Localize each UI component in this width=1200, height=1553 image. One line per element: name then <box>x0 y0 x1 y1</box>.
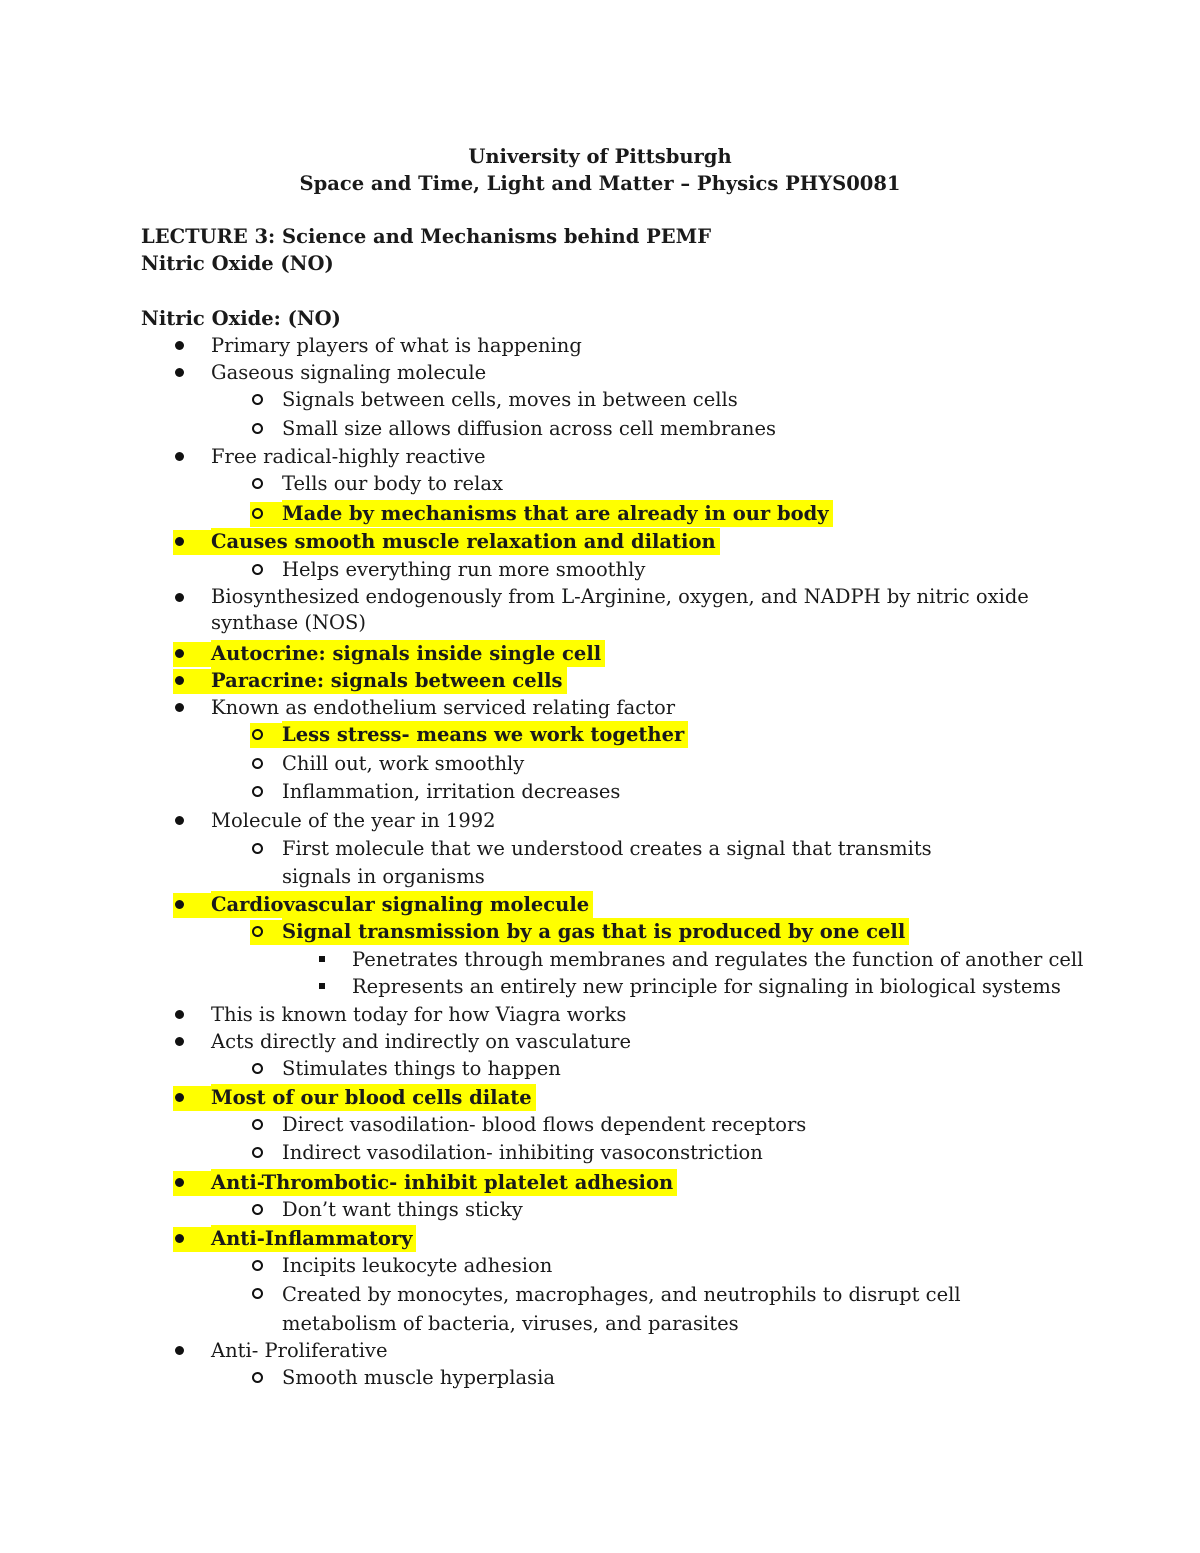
bullet-circle <box>252 843 263 854</box>
bullet-disc <box>175 1178 184 1187</box>
bullet-circle <box>252 1119 263 1130</box>
bullet-circle <box>252 729 263 740</box>
university-name: University of Pittsburgh <box>468 145 732 168</box>
list-item: Created by monocytes, macrophages, and neutrophils to disrupt cell metabolism of bacteria, viruses, and parasites <box>252 1280 1052 1338</box>
bullet-disc <box>175 1234 184 1243</box>
bullet-disc <box>175 676 184 685</box>
bullet-disc <box>175 1346 184 1355</box>
bullet-disc <box>175 900 184 909</box>
bullet-disc <box>175 341 184 350</box>
document-page: University of Pittsburgh Space and Time, Light and Matter – Physics PHYS0081 LECTURE 3: Science and Mechanisms behind PEMF Nitric Oxide (NO) Nitric Oxide: (NO) Primary players of what is happening Gaseous signaling molecule Signals between cells, moves in between cells Small size allows diffusion across cell membranes Free radical-highly reactive Tells our body to relax Made by mechanisms that are already in our body Causes smooth muscle relaxation and dilation Helps everything run more smoothly Biosynthesized endogenously from L-Arginine, oxygen, and NADPH by nitric oxide synthase (NOS) Autocrine: signals inside single cell Paracrine: signals between cells Known as endothelium serviced relating factor Less stress- means we work together Chill out, work smoothly Inflammation, irritation decreases Molecule of the year in 1992 First molecule that we understood creates a signal that transmits signals in organisms Cardiovascular signaling molecule Signal transmission by a gas that is produced by one cell Penetrates through membranes and regulates the function of another cell Represents an entirely new principle for signaling in biological systems This is known today for how Viagra works Acts directly and indirectly on vasculature Stimulates things to happen Most of our blood cells dilate Direct vasodilation- blood flows dependent receptors Indirect vasodilation- inhibiting vasoconstriction Anti-Thrombotic- inhibit platelet adhesion Don’t want things sticky Anti-Inflammatory Incipits leukocyte adhesion Created by monocytes, macrophages, and neutrophils to disrupt cell metabolism of bacteria, viruses, and parasites Anti- Proliferative Smooth muscle hyperplasia <box>0 0 1200 1553</box>
bullet-circle <box>252 926 263 937</box>
bullet-circle <box>252 478 263 489</box>
course-title: Space and Time, Light and Matter – Physics PHYS0081 <box>299 172 901 195</box>
bullet-circle <box>252 1147 263 1158</box>
section-heading: Nitric Oxide: (NO) <box>141 307 341 330</box>
bullet-square <box>319 956 325 962</box>
list-item: First molecule that we understood creates a signal that transmits signals in organisms <box>252 835 1012 891</box>
bullet-disc <box>175 593 184 602</box>
bullet-circle <box>252 564 263 575</box>
lecture-subtitle: Nitric Oxide (NO) <box>141 252 334 275</box>
bullet-circle <box>252 1260 263 1271</box>
bullet-disc <box>175 537 184 546</box>
bullet-circle <box>252 1288 263 1299</box>
bullet-disc <box>175 1093 184 1102</box>
bullet-circle <box>252 1063 263 1074</box>
bullet-disc <box>175 368 184 377</box>
bullet-circle <box>252 423 263 434</box>
bullet-circle <box>252 758 263 769</box>
bullet-disc <box>175 649 184 658</box>
bullet-disc <box>175 452 184 461</box>
bullet-disc <box>175 816 184 825</box>
bullet-circle <box>252 508 263 519</box>
document-header <box>0 143 1200 197</box>
bullet-square <box>319 983 325 989</box>
bullet-disc <box>175 1037 184 1046</box>
bullet-circle <box>252 1372 263 1383</box>
list-item: Biosynthesized endogenously from L-Arginine, oxygen, and NADPH by nitric oxide synthase (NOS) <box>175 584 1055 638</box>
bullet-disc <box>175 703 184 712</box>
lecture-title: LECTURE 3: Science and Mechanisms behind PEMF <box>141 225 712 248</box>
bullet-circle <box>252 1204 263 1215</box>
bullet-disc <box>175 1010 184 1019</box>
bullet-circle <box>252 786 263 797</box>
bullet-circle <box>252 394 263 405</box>
